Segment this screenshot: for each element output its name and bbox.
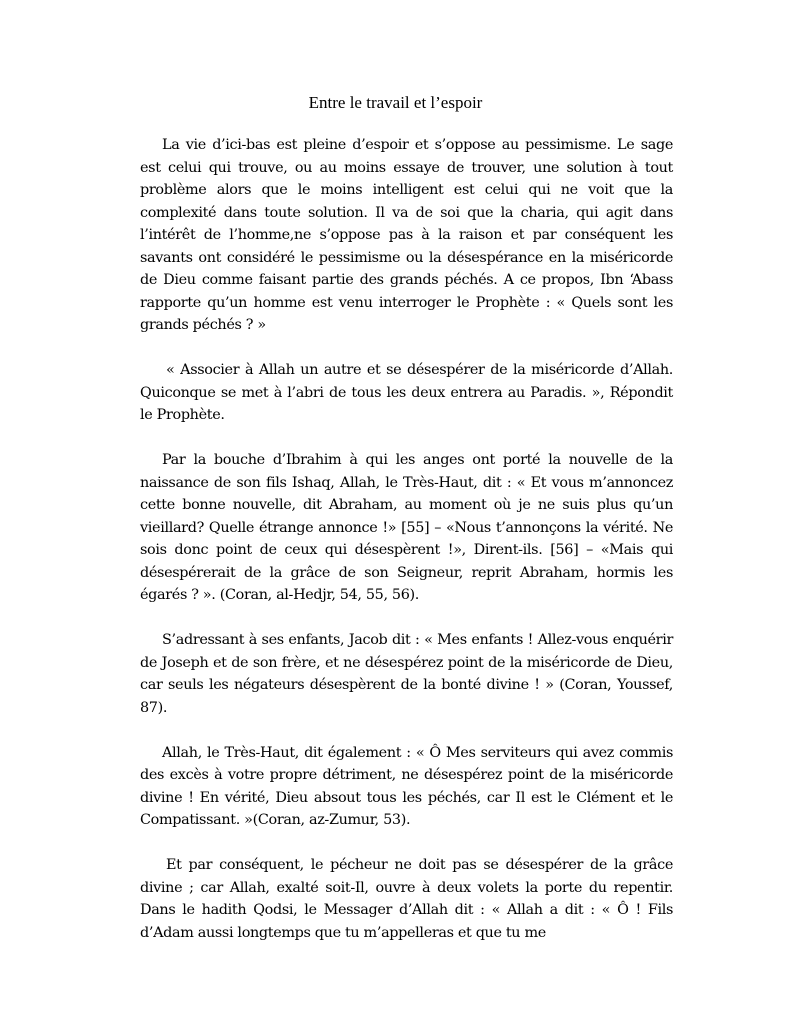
paragraph-ibrahim: Par la bouche d’Ibrahim à qui les anges ont porté la nouvelle de la naissance de son fils Ishaq, Allah, le Très-Haut, dit : « Et vous m’annoncez cette bonne nouvelle, dit Abraham, au moment où je ne suis plus qu’un vieillard? Quelle étrange annonce !» [55] – «Nous t’annonçons la vérité. Ne sois donc point de ceux qui désespèrent !», Dirent-ils. [56] – «Mais qui désespérerait de la grâce de son Seigneur, reprit Abraham, hormis les égarés ? ». (Coran, al-Hedjr, 54, 55, 56). xyxy=(140,452,673,603)
paragraph-repentance: Et par conséquent, le pécheur ne doit pas se désespérer de la grâce divine ; car Allah, exalté soit-Il, ouvre à deux volets la porte du repentir. Dans le hadith Qodsi, le Messager d’Allah dit : « Allah a dit : « Ô ! Fils d’Adam aussi longtemps que tu m’appelleras et que tu me xyxy=(140,857,673,941)
document-title: Entre le travail et l’espoir xyxy=(308,93,483,112)
paragraph-zumur: Allah, le Très-Haut, dit également : « Ô Mes serviteurs qui avez commis des excès à votre propre détriment, ne désespérez point de la miséricorde divine ! En vérité, Dieu absout tous les péchés, car Il est le Clément et le Compatissant. »(Coran, az-Zumur, 53). xyxy=(140,744,673,828)
paragraph-intro: La vie d’ici-bas est pleine d’espoir et s’oppose au pessimisme. Le sage est celui qui trouve, ou au moins essaye de trouver, une solution à tout problème alors que le moins intelligent est celui qui ne voit que la complexité dans toute solution. Il va de soi que la charia, qui agit dans l’intérêt de l’homme,ne s’oppose pas à la raison et par conséquent les savants ont considéré le pessimisme ou la désespérance en la miséricorde de Dieu comme faisant partie des grands péchés. A ce propos, Ibn ‘Abass rapporte qu’un homme est venu interroger le Prophète : « Quels sont les grands péchés ? » xyxy=(140,137,673,333)
paragraph-jacob: S’adressant à ses enfants, Jacob dit : « Mes enfants ! Allez-vous enquérir de Joseph et de son frère, et ne désespérez point de la miséricorde de Dieu, car seuls les négateurs désespèrent de la bonté divine ! » (Coran, Youssef, 87). xyxy=(140,632,673,716)
document-body xyxy=(140,134,673,967)
paragraph-prophet-reply: « Associer à Allah un autre et se désespérer de la miséricorde d’Allah. Quiconque se met à l’abri de tous les deux entrera au Paradis. », Répondit le Prophète. xyxy=(140,362,673,423)
